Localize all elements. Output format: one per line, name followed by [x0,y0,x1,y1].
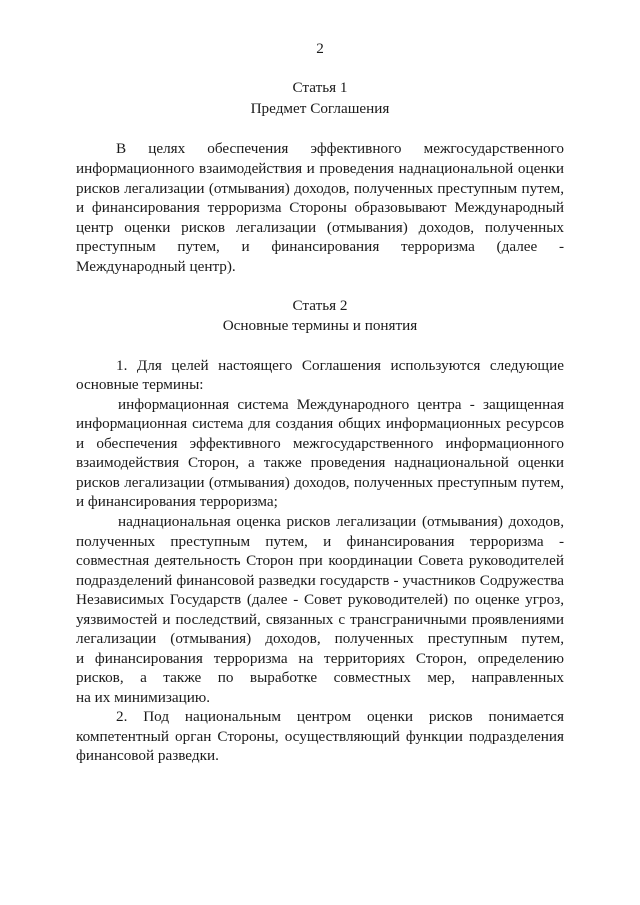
article-1-line: и финансирования терроризма Стороны образовывают Международный [76,199,564,216]
article-2-line: совместная деятельность Сторон при координации Совета руководителей [76,552,564,569]
article-2-line: рисков легализации (отмывания) доходов, полученных преступным путем, [76,474,564,491]
article-1-subtitle: Предмет Соглашения [250,100,390,117]
article-2-line: подразделений финансовой разведки государств - участников Содружества [76,572,564,589]
article-2-line: Независимых Государств (далее - Совет руководителей) по оценке угроз, [76,591,564,608]
article-1-title: Статья 1 [292,79,348,96]
article-2-line: и финансирования терроризма; [76,493,278,510]
article-2-line: и финансирования терроризма на территориях Сторон, определению [76,650,564,667]
article-2-line: полученных преступным путем, и финансирования терроризма - [76,533,564,550]
article-2-line: основные термины: [76,376,204,393]
article-2-line: информационная система для создания общих информационных ресурсов [76,415,564,432]
article-2-line: информационная система Международного центра - защищенная [118,396,564,413]
page-number: 2 [316,40,324,57]
article-2-line: 2. Под национальным центром оценки рисков понимается [116,708,564,725]
article-2-title: Статья 2 [292,297,348,314]
article-2-line: рисков, а также по выработке совместных мер, направленных [76,669,564,686]
article-1-line: Международный центр). [76,258,236,275]
article-1-line: информационного взаимодействия и проведения наднациональной оценки [76,160,564,177]
article-2-subtitle: Основные термины и понятия [222,317,418,334]
article-2-line: финансовой разведки. [76,747,219,764]
article-2-line: легализации (отмывания) доходов, полученных преступным путем, [76,630,564,647]
article-2-line: и обеспечения эффективного межгосударственного информационного [76,435,564,452]
article-2-line: на их минимизацию. [76,689,211,706]
article-2-line: наднациональная оценка рисков легализации (отмывания) доходов, [118,513,564,530]
article-1-line: центр оценки рисков легализации (отмывания) доходов, полученных [76,219,564,236]
article-1-line: преступным путем, и финансирования терроризма (далее - [76,238,564,255]
article-2-line: взаимодействия Сторон, а также проведения наднациональной оценки [76,454,564,471]
article-2-line: компетентный орган Стороны, осуществляющий функции подразделения [76,728,564,745]
article-1-line: В целях обеспечения эффективного межгосударственного [116,140,564,157]
article-2-line: 1. Для целей настоящего Соглашения используются следующие [116,357,564,374]
article-2-line: уязвимостей и последствий, связанных с трансграничными проявлениями [76,611,564,628]
article-1-line: рисков легализации (отмывания) доходов, полученных преступным путем, [76,180,564,197]
